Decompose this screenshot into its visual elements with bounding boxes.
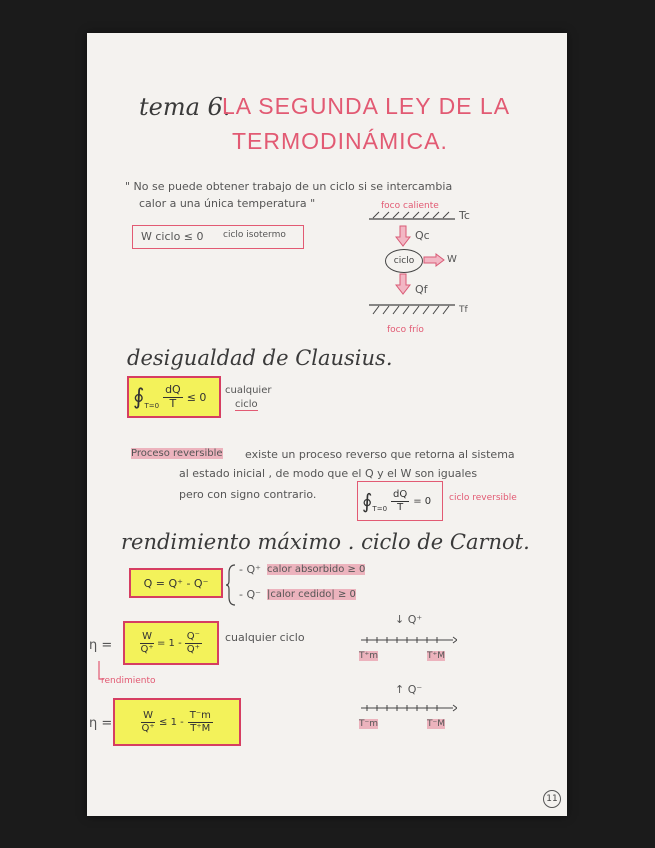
max-efficiency-box [113, 698, 241, 746]
brace [225, 563, 237, 607]
clausius-note-line2: ciclo [235, 399, 258, 410]
cycle-node: ciclo [385, 249, 423, 273]
scale2-axis [357, 701, 457, 715]
q-cold-label: Qf [415, 283, 428, 296]
reversible-relation: = 0 [413, 495, 432, 507]
reversible-note: ciclo reversible [449, 493, 517, 503]
max-denominator: Q⁺ [141, 722, 155, 734]
max-numerator: W [143, 710, 154, 721]
scale2-arrow: ↑ Q⁻ [395, 683, 423, 696]
notebook-page [87, 33, 567, 816]
scale1-left: T⁺m [359, 651, 379, 661]
t-hot: Tc [459, 209, 470, 222]
integral-sign: ∮ [362, 489, 373, 513]
q-cold-arrow [395, 273, 411, 295]
scale2-right: T⁻M [427, 719, 446, 729]
max-denominator2: T⁺M [190, 722, 211, 734]
reversible-limits: T=0 [372, 505, 388, 513]
reversible-denominator: T [397, 501, 404, 513]
q-plus-desc: calor absorbido ≥ 0 [267, 564, 366, 575]
integral-sign: ∮ [133, 384, 145, 410]
work-label: W [447, 254, 457, 265]
page-title-line1: LA SEGUNDA LEY DE LA [222, 93, 511, 119]
t-cold: Tf [459, 305, 468, 315]
max-relation: ≤ 1 - [159, 716, 184, 728]
eff-note: cualquier ciclo [225, 631, 305, 644]
isothermal-label: ciclo isotermo [223, 230, 286, 240]
clausius-note-line1: cualquier [225, 385, 272, 396]
reversible-line2: al estado inicial , de modo que el Q y el W son iguales [179, 467, 478, 480]
hot-reservoir-label: foco caliente [381, 201, 439, 211]
reversible-formula-box [357, 481, 443, 521]
cold-reservoir-line [367, 303, 457, 315]
reversible-numerator: dQ [393, 489, 408, 500]
rendimiento-label: rendimiento [101, 676, 156, 686]
rendimiento-pointer [93, 661, 105, 685]
max-numerator2: T⁻m [189, 710, 211, 721]
heat-balance-box: Q = Q⁺ - Q⁻ [129, 568, 223, 598]
eta-label: η = [89, 638, 113, 653]
q-plus-prefix: - Q⁺ [239, 563, 261, 576]
q-minus-desc: |calor cedido| ≥ 0 [267, 589, 356, 600]
scale1-arrow: ↓ Q⁺ [395, 613, 423, 626]
page-title-line2: TERMODINÁMICA. [232, 128, 448, 154]
temperature-scale-absorbed [357, 613, 467, 673]
clausius-formula-box [127, 376, 221, 418]
isothermal-formula-box [132, 225, 304, 249]
scale1-axis [357, 633, 457, 647]
reversible-term: Proceso reversible [131, 448, 223, 459]
statement-line2: calor a una única temperatura " [139, 197, 316, 210]
isothermal-formula: W ciclo ≤ 0 [141, 230, 204, 243]
efficiency-box [123, 621, 219, 665]
q-minus-prefix: - Q⁻ [239, 588, 261, 601]
statement-line1: " No se puede obtener trabajo de un ciclo si se intercambia [125, 180, 453, 193]
eff-numerator2: Q⁻ [186, 631, 200, 642]
q-hot-arrow [395, 225, 411, 247]
reversible-line1: existe un proceso reverso que retorna al sistema [245, 448, 515, 461]
clausius-denominator: T [169, 396, 177, 410]
work-arrow [423, 253, 445, 267]
q-hot-label: Qc [415, 229, 430, 242]
reversible-line3: pero con signo contrario. [179, 488, 317, 501]
scale2-left: T⁻m [359, 719, 379, 729]
eff-mid: = 1 - [157, 637, 182, 649]
carnot-heading: rendimiento máximo . ciclo de Carnot. [121, 530, 530, 554]
eff-numerator: W [142, 631, 152, 642]
eta-label-max: η = [89, 716, 113, 731]
clausius-limits: T=0 [144, 402, 160, 410]
cold-reservoir-label: foco frío [387, 325, 424, 335]
eff-denominator2: Q⁺ [186, 643, 200, 655]
hot-reservoir-line [367, 211, 457, 223]
eff-denominator: Q⁺ [140, 643, 154, 655]
heat-engine-diagram [367, 201, 487, 341]
page-number: 11 [543, 790, 561, 808]
clausius-heading: desigualdad de Clausius. [127, 346, 393, 370]
clausius-numerator: dQ [165, 382, 181, 396]
clausius-relation: ≤ 0 [186, 390, 207, 404]
scale1-right: T⁺M [427, 651, 446, 661]
topic-number: tema 6. [139, 93, 231, 121]
temperature-scale-released [357, 683, 467, 743]
